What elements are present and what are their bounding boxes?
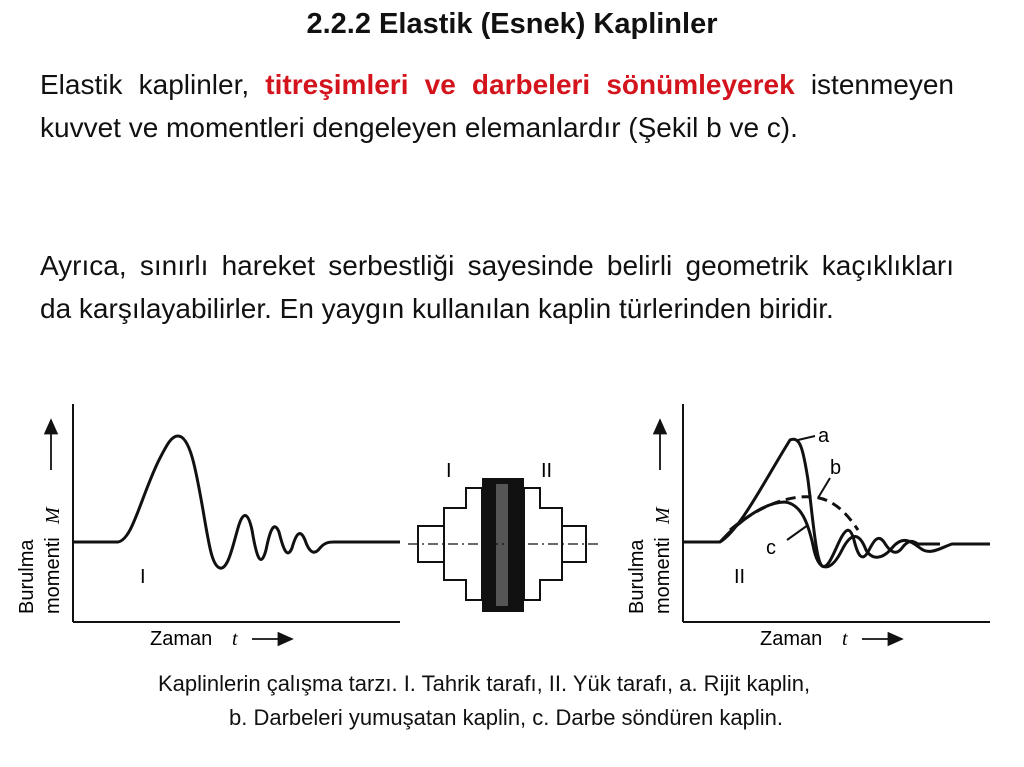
curve-a-leader (798, 436, 815, 440)
coupling-label-left: I (446, 460, 452, 482)
right-ylabel-symbol: M (652, 507, 674, 524)
left-ylabel-line1: Burulma (16, 539, 38, 614)
left-torque-curve (73, 436, 400, 568)
coupling-drawing (408, 460, 598, 612)
curve-b-leader (818, 478, 830, 498)
curve-a-label: a (818, 425, 830, 447)
right-ylabel-line2: momenti (652, 537, 674, 614)
coupling-label-right: II (541, 460, 553, 482)
left-xlabel: Zaman (150, 628, 213, 650)
paragraph-1-text-start: Elastik kaplinler, (40, 69, 266, 100)
coupling-figure (0, 395, 1024, 665)
curve-a (683, 439, 940, 566)
left-curve-label: I (140, 566, 146, 588)
paragraph-2: Ayrıca, sınırlı hareket serbestliği sayesinde belirli geometrik kaçıklıkları da karşılayabilirler. En yaygın kullanılan kaplin türlerinden biridir. (40, 250, 954, 324)
right-xlabel-symbol: t (842, 628, 848, 650)
caption-line-1: Kaplinlerin çalışma tarzı. I. Tahrik tarafı, II. Yük tarafı, a. Rijit kaplin, (157, 671, 811, 696)
paragraph-1-highlight: titreşimleri ve darbeleri sönümleyerek (265, 69, 795, 100)
left-plot (16, 404, 400, 650)
curve-b (730, 497, 858, 530)
slide-title: 2.2.2 Elastik (Esnek) Kaplinler (306, 8, 718, 40)
curve-b-label: b (830, 457, 842, 479)
caption-line-2: b. Darbeleri yumuşatan kaplin, c. Darbe söndüren kaplin. (229, 705, 783, 730)
paragraph-1 (40, 63, 954, 149)
left-xlabel-symbol: t (232, 628, 238, 650)
right-xlabel: Zaman (760, 628, 823, 650)
right-curve-label: II (734, 566, 746, 588)
curve-c-label: c (766, 537, 776, 559)
right-ylabel-line1: Burulma (626, 539, 648, 614)
curve-c (720, 502, 990, 567)
elastic-element-stripe (496, 484, 508, 606)
left-ylabel-symbol: M (42, 507, 64, 524)
curve-c-leader (787, 525, 808, 540)
left-ylabel-line2: momenti (42, 537, 64, 614)
paragraph-1-text-end: istenmeyen kuvvet ve momentleri dengeleyen elemanlardır (Şekil b ve c). (40, 69, 955, 143)
right-plot (626, 404, 990, 650)
